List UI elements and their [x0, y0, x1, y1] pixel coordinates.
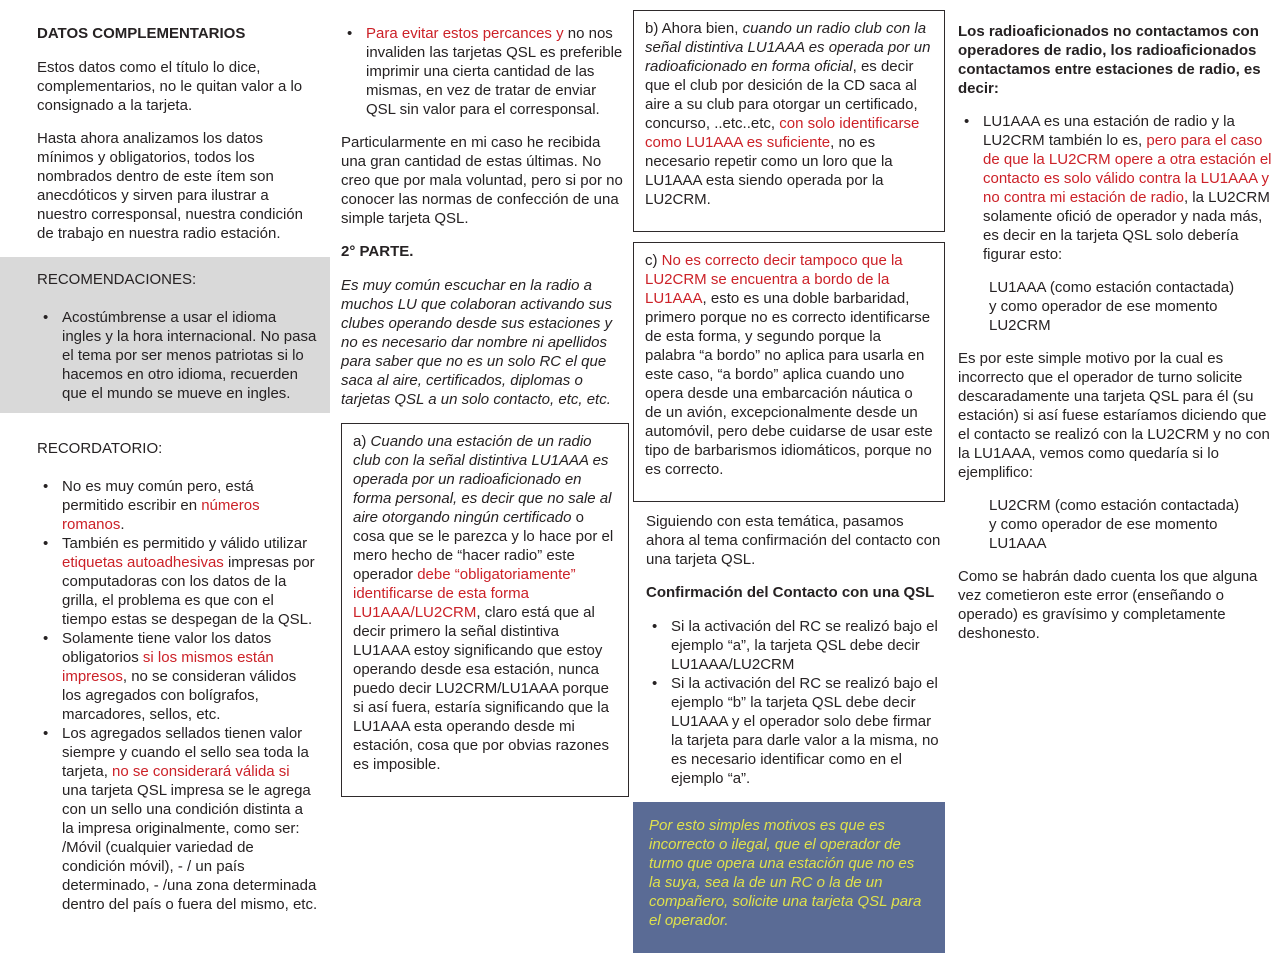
indent-line: y como operador de ese momento — [989, 298, 1218, 315]
recomendaciones-label: RECOMENDACIONES: — [37, 271, 197, 288]
text-run: , esto es una doble barbaridad, primero porque no es correcto identificarse de esta forma, y segundo porque la palabra “a bordo” no aplica para usarla en este caso, “a bordo” aplica cuando uno opera desde una embarcación náutica o de un avión, excepcionalmente desde un automóvil, pero debe cuidarse de usar este tipo de barbarismos idiomáticos, porque no es correcto. — [645, 290, 933, 478]
datos-complementarios-heading: DATOS COMPLEMENTARIOS — [37, 25, 246, 42]
red-text-run: No es correcto decir tampoco que la LU2CRM se encuentra a bordo de la LU1AAA — [645, 252, 903, 307]
confirmacion-heading: Confirmación del Contacto con una QSL — [646, 584, 935, 601]
example-callsign-block — [958, 278, 1274, 335]
text-run: , no es necesario repetir como un loro que la LU1AAA esta siendo operada por la LU2CRM. — [645, 134, 893, 208]
estaciones-list — [958, 112, 1274, 264]
paragraph — [649, 816, 929, 930]
example-callsign-block — [958, 496, 1274, 553]
example-box-c — [633, 242, 945, 502]
paragraph — [645, 251, 933, 479]
bullet-item — [37, 629, 318, 724]
column-4 — [958, 0, 1274, 657]
text-run: a) — [353, 433, 371, 450]
paragraph — [0, 129, 330, 243]
recordatorio-label: RECORDATORIO: — [37, 440, 163, 457]
text-run: Los agregados sellados tienen valor siempre y cuando el sello sea toda la tarjeta, — [62, 725, 309, 780]
column-3 — [633, 0, 945, 953]
italic-text-run: Es muy común escuchar en la radio a muchos LU que colaboran activando sus clubes operando desde sus estaciones y no es necesario dar nombre ni apellidos para saber que no es un solo RC el que saca al aire, certificados, diplomas o tarjetas QSL a un solo contacto, etc, etc. — [341, 277, 613, 408]
bullet-marker: • — [43, 309, 49, 326]
text-run: Estos datos como el título lo dice, complementarios, no le quitan valor a lo consignado a la tarjeta. — [37, 59, 303, 114]
text-run: o cosa que se le parezca y lo hace por el mero hecho de “hacer radio” este operador — [353, 509, 614, 583]
red-text-run: etiquetas autoadhesivas — [62, 554, 224, 571]
text-run: Es por este simple motivo por la cual es incorrecto que el operador de turno solicite descaradamente una tarjeta QSL para él (su estación) si así fuese estaríamos diciendo que el contacto se realizó con la LU2CRM y no con la LU1AAA, vemos como quedaría si lo ejemplifico: — [958, 350, 1270, 481]
text-run: Como se habrán dado cuenta los que alguna vez cometieron este error (enseñando o operado) es gravísimo y completamente deshonesto. — [958, 568, 1258, 642]
paragraph-italic — [341, 276, 629, 409]
text-run: , no se consideran válidos los agregados con bolígrafos, marcadores, sellos, etc. — [62, 668, 297, 723]
text-run: LU1AAA es una estación de radio y la LU2CRM también lo es, — [983, 113, 1235, 149]
paragraph — [0, 58, 330, 115]
example-box-b — [633, 10, 945, 232]
bullet-item — [646, 674, 945, 788]
red-text-run: no se considerará válida si — [112, 763, 290, 780]
paragraph — [353, 432, 617, 774]
text-run: Si la activación del RC se realizó bajo el ejemplo “a”, la tarjeta QSL debe decir LU1AAA/LU2CRM — [671, 618, 938, 673]
red-text-run: pero para el caso de que la LU2CRM opere a otra estación el contacto es solo válido contra la LU1AAA y no contra mi estación de radio — [983, 132, 1272, 206]
text-run: b) Ahora bien, — [645, 20, 743, 37]
bullet-item — [37, 308, 318, 403]
column-2 — [341, 0, 629, 811]
text-run: Por esto simples motivos es que es incorrecto o ilegal, que el operador de turno que opera una estación que no es la suya, sea la de un RC o la de un compañero, solicite una tarjeta QSL para el operador. — [649, 817, 922, 929]
indent-line: LU2CRM (como estación contactada) — [989, 497, 1240, 514]
bullet-marker: • — [43, 478, 49, 495]
segunda-parte-heading: 2° PARTE. — [341, 243, 414, 260]
bold-text-run: Los radioaficionados no contactamos con operadores de radio, los radioaficionados contactamos entre estaciones de radio, es decir: — [958, 23, 1261, 97]
text-run: una tarjeta QSL impresa se le agrega con un sello una condición distinta a la impresa originalmente, como ser: /Móvil (cualquier variedad de condición móvil), - / un país determinado, - /una zona determinada dentro del país o fuera del mismo, etc. — [62, 782, 318, 913]
bullet-item — [646, 617, 945, 674]
bullet-marker: • — [652, 675, 658, 692]
bullet-item — [958, 112, 1274, 264]
red-text-run: Para evitar estos percances y — [366, 25, 564, 42]
column-1 — [0, 0, 330, 928]
text-run: Siguiendo con esta temática, pasamos ahora al tema confirmación del contacto con una tarjeta QSL. — [646, 513, 941, 568]
bullet-item — [37, 534, 318, 629]
bullet-marker: • — [652, 618, 658, 635]
bullet-marker: • — [43, 725, 49, 742]
bullet-marker: • — [347, 25, 353, 42]
example-box-a — [341, 423, 629, 797]
red-text-run: números romanos — [62, 497, 260, 533]
text-run: No es muy común pero, está permitido escribir en — [62, 478, 254, 514]
red-text-run: si los mismos están impresos — [62, 649, 274, 685]
text-run: Particularmente en mi caso he recibida una gran cantidad de estas últimas. No creo que por mala voluntad, pero si por no conocer las normas de confección de una simple tarjeta QSL. — [341, 134, 623, 227]
bullet-item — [37, 477, 318, 534]
text-run: , la LU2CRM solamente ofició de operador y nada más, es decir en la tarjeta QSL solo debería figurar esto: — [983, 189, 1270, 263]
bullet-marker: • — [43, 630, 49, 647]
bullet-marker: • — [964, 113, 970, 130]
paragraph — [958, 349, 1274, 482]
text-run: Acostúmbrense a usar el idioma ingles y la hora internacional. No pasa el tema por ser menos patriotas si lo hacemos en otro idioma, recuerden que el mundo se mueve en ingles. — [62, 309, 317, 402]
text-run: Si la activación del RC se realizó bajo el ejemplo “b” la tarjeta QSL debe decir LU1AAA y el operador solo debe firmar la tarjeta para darle valor a la misma, no es necesario identificar como en el ejemplo “a”. — [671, 675, 939, 787]
red-text-run: con solo identificarse como LU1AAA es suficiente — [645, 115, 920, 151]
confirmacion-list — [633, 617, 945, 788]
bullet-marker: • — [43, 535, 49, 552]
recomendaciones-list — [37, 308, 318, 403]
text-run: , claro está que al decir primero la señal distintiva LU1AAA estoy significando que estoy operando desde esa estación, nunca puedo decir LU2CRM/LU1AAA porque si así fuera, estaría significando que la LU1AAA esta operando desde mi estación, cosa que por obvias razones es imposible. — [353, 604, 609, 773]
text-run: c) — [645, 252, 662, 269]
text-run: impresas por computadoras con los datos de la grilla, el problema es que con el tiempo estas se despegan de la QSL. — [62, 554, 315, 628]
text-run: Hasta ahora analizamos los datos mínimos y obligatorios, todos los nombrados dentro de este ítem son anecdóticos y sirven para ilustrar a nuestro corresponsal, nuestra condición de trabajo en nuestra radio estación. — [37, 130, 303, 242]
italic-text-run: cuando un radio club con la señal distintiva LU1AAA es operada por un radioaficionado en forma oficial — [645, 20, 931, 75]
percances-list — [341, 24, 629, 119]
paragraph — [341, 133, 629, 228]
indent-line: LU2CRM — [989, 317, 1051, 334]
incorrecto-ilegal-panel — [633, 802, 945, 953]
recomendaciones-panel — [0, 257, 330, 413]
bullet-item — [341, 24, 629, 119]
text-run: También es permitido y válido utilizar — [62, 535, 308, 552]
bullet-item — [37, 724, 318, 914]
italic-text-run: Cuando una estación de un radio club con la señal distintiva LU1AAA es operada por un radioaficionado en forma personal, es decir que no sale al aire otorgando ningún certificado — [353, 433, 612, 526]
text-run: Solamente tiene valor los datos obligatorios — [62, 630, 272, 666]
paragraph-bold — [958, 22, 1274, 98]
paragraph — [958, 567, 1274, 643]
red-text-run: debe “obligatoriamente” identificarse de esta forma LU1AAA/LU2CRM — [353, 566, 576, 621]
paragraph — [633, 512, 945, 569]
indent-line: LU1AAA (como estación contactada) — [989, 279, 1235, 296]
paragraph — [645, 19, 933, 209]
indent-line: y como operador de ese momento — [989, 516, 1218, 533]
text-run: . — [120, 516, 125, 533]
text-run: no nos invaliden las tarjetas QSL es preferible imprimir una cierta cantidad de las mismas, en vez de tratar de enviar QSL sin valor para el corresponsal. — [366, 25, 623, 118]
text-run: , es decir que el club por desición de la CD saca al aire a su club para otorgar un certificado, concurso, ..etc..etc, — [645, 58, 918, 132]
indent-line: LU1AAA — [989, 535, 1047, 552]
recordatorio-list — [0, 477, 330, 914]
